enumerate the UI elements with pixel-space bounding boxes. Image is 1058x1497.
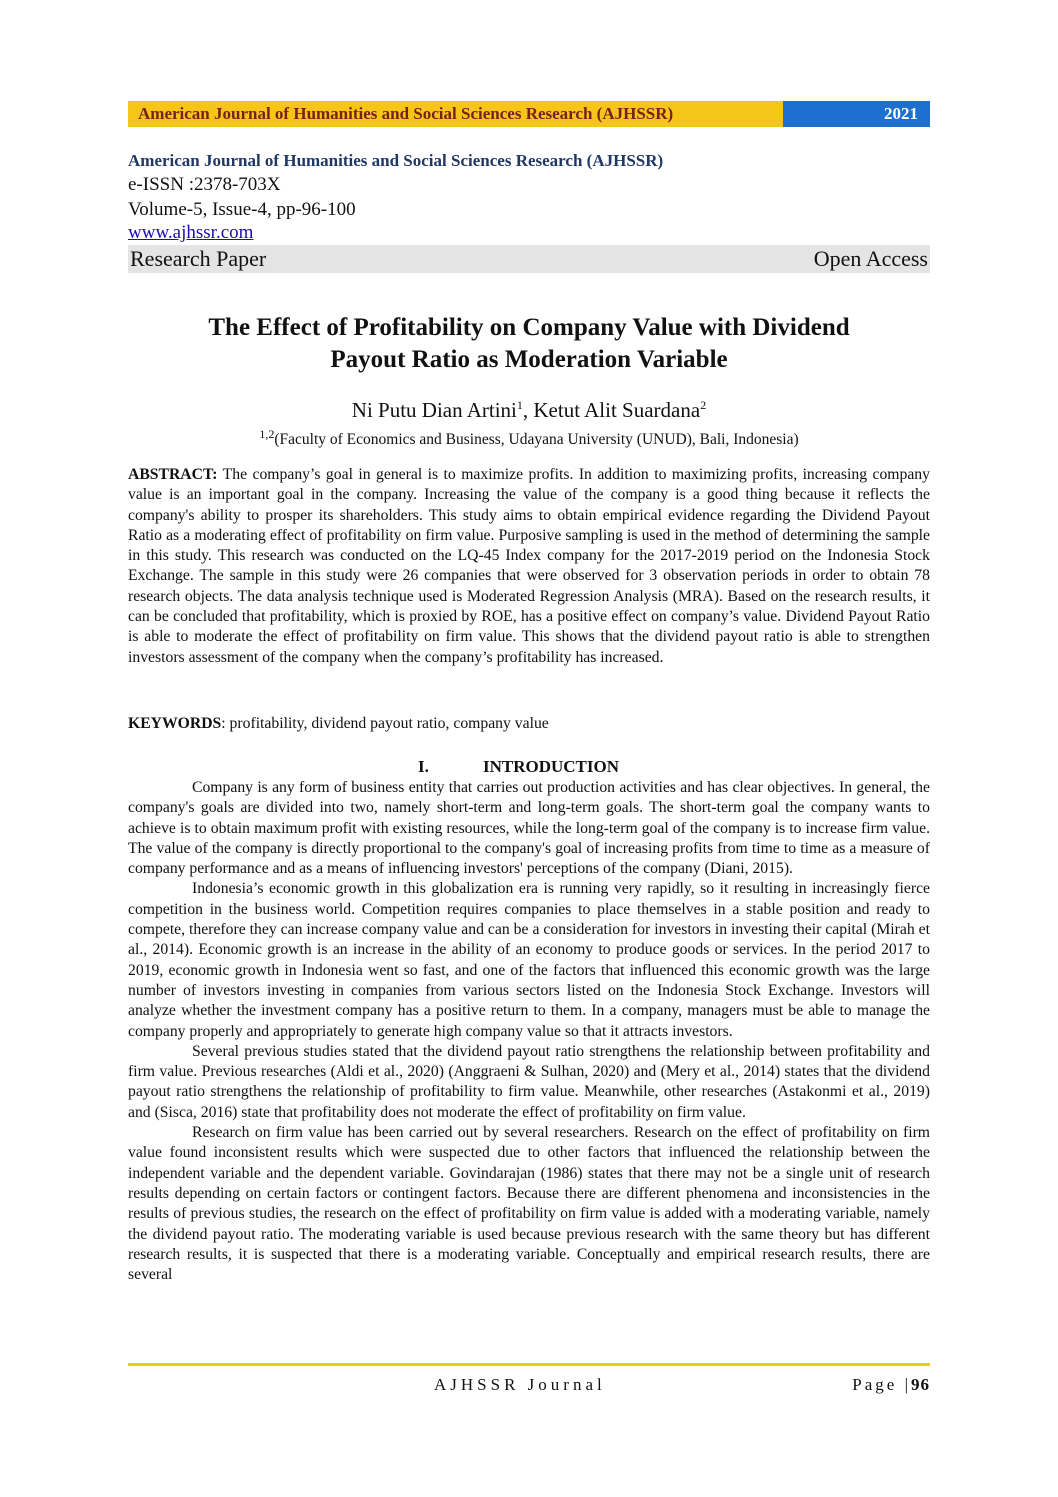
volume-info: Volume-5, Issue-4, pp-96-100 — [128, 199, 356, 220]
abstract — [128, 465, 930, 668]
footer-divider — [128, 1363, 930, 1366]
access-type: Open Access — [813, 246, 928, 271]
author-superscript: 2 — [700, 398, 707, 412]
keywords — [128, 714, 930, 734]
body-paragraph: Company is any form of business entity that carries out production activities and has clear objectives. In general, the company's goals are divided into two, namely short-term and long-term goals. The short-term goal the company wants to achieve is to obtain maximum profit with existing resources, while the long-term goal of the company is to increase firm value. The value of the company is directly proportional to the company's goal of increasing profits from time to time as a measure of company performance and as a means of influencing investors' perceptions of the company (Diani, 2015). — [128, 779, 930, 878]
section-number: I. — [418, 757, 429, 776]
author-name: Ni Putu Dian Artini — [351, 398, 517, 422]
author-superscript: 1 — [516, 398, 523, 412]
journal-url-link[interactable]: www.ajhssr.com — [128, 222, 254, 243]
journal-name: American Journal of Humanities and Social Sciences Research (AJHSSR) — [128, 151, 664, 170]
introduction-body — [128, 778, 930, 1285]
keywords-text: : profitability, dividend payout ratio, company value — [221, 715, 549, 732]
footer-page — [852, 1373, 930, 1397]
affiliation — [128, 424, 930, 450]
footer-journal: AJHSSR Journal — [434, 1375, 606, 1394]
author-name: Ketut Alit Suardana — [533, 398, 701, 422]
affiliation-superscript: 1,2 — [259, 427, 275, 441]
body-paragraph: Research on firm value has been carried out by several researchers. Research on the effect of profitability on firm value found inconsistent results which were suspected due to other factors that influenced the relationship between the independent variable and the dependent variable. Govindarajan (1986) states that there may not be a single unit of research results depending on certain factors or contingent factors. Because there are different phenomena and inconsistencies in the results of previous studies, the research on the effect of profitability on firm value is added with a moderating variable, namely the dividend payout ratio. The moderating variable is used because previous research with the same theory but has different research results, it is suspected that there is a moderating variable. Conceptually and empirical research results, there are several — [128, 1124, 930, 1284]
issn: e-ISSN :2378-703X — [128, 174, 281, 195]
paper-title — [128, 312, 930, 376]
affiliation-text: (Faculty of Economics and Business, Udayana University (UNUD), Bali, Indonesia) — [274, 431, 799, 449]
journal-info-block — [128, 150, 930, 273]
page-footer — [128, 1373, 930, 1397]
page-number: 96 — [911, 1375, 930, 1394]
title-line-1: The Effect of Profitability on Company Value with Dividend — [208, 314, 850, 341]
body-paragraph: Several previous studies stated that the dividend payout ratio strengthens the relationship between profitability and firm value. Previous researches (Aldi et al., 2020) (Anggraeni & Sulhan, 2020) and (Mery et al., 2014) states that the dividend payout ratio strengthens the relationship of profitability to firm value. Meanwhile, other researches (Astakonmi et al., 2019) and (Sisca, 2016) state that profitability does not moderate the effect of profitability on firm value. — [128, 1042, 930, 1121]
author-list — [128, 392, 930, 423]
paper-type: Research Paper — [130, 246, 267, 271]
body-paragraph: Indonesia’s economic growth in this globalization era is running very rapidly, so it resulting in increasingly fierce competition in the business world. Competition requires companies to place themselves in a stable position and ready to compete, therefore they can increase company value and can be a consideration for investors in investing their capital (Mirah et al., 2014). Economic growth is an increase in the ability of an economy to produce goods or services. In the period 2017 to 2019, economic growth in Indonesia went so fast, and one of the factors that influenced this economic growth was the large number of investors investing in companies from various sectors listed on the Indonesia Stock Exchange. Investors will analyze whether the investment company has a positive return to them. In a company, managers must be able to manage the company properly and appropriately to generate high company value so that it attracts investors. — [128, 880, 930, 1040]
section-title: INTRODUCTION — [483, 757, 620, 776]
header-year: 2021 — [783, 101, 930, 127]
page-label: Page | — [852, 1375, 911, 1394]
header-journal-name: American Journal of Humanities and Social Sciences Research (AJHSSR) — [128, 101, 783, 127]
abstract-text: The company’s goal in general is to maximize profits. In addition to maximizing profits, increasing company value is an important goal in the company. Increasing the value of the company is a good thing because it reflects the company's ability to prosper its shareholders. This study aims to obtain empirical evidence regarding the Dividend Payout Ratio as a moderating effect of profitability on firm value. Purposive sampling is used in the method of determining the sample in this study. This research was conducted on the LQ-45 Index company for the 2017-2019 period on the Indonesia Stock Exchange. The sample in this study were 26 companies that were observed for 3 observation periods in order to obtain 78 research objects. The data analysis technique used is Moderated Regression Analysis (MRA). Based on the research results, it can be concluded that profitability, which is proxied by ROE, has a positive effect on company’s value. Dividend Payout Ratio is able to moderate the effect of profitability on firm value. This shows that the dividend payout ratio is able to strengthen investors assessment of the company when the company’s profitability has increased. — [128, 466, 930, 666]
author-separator: , — [522, 398, 534, 422]
running-header — [128, 101, 930, 127]
title-line-2: Payout Ratio as Moderation Variable — [330, 346, 728, 373]
keywords-label: KEYWORDS — [128, 715, 222, 732]
paper-type-bar — [128, 245, 930, 273]
abstract-label: ABSTRACT: — [128, 466, 218, 483]
